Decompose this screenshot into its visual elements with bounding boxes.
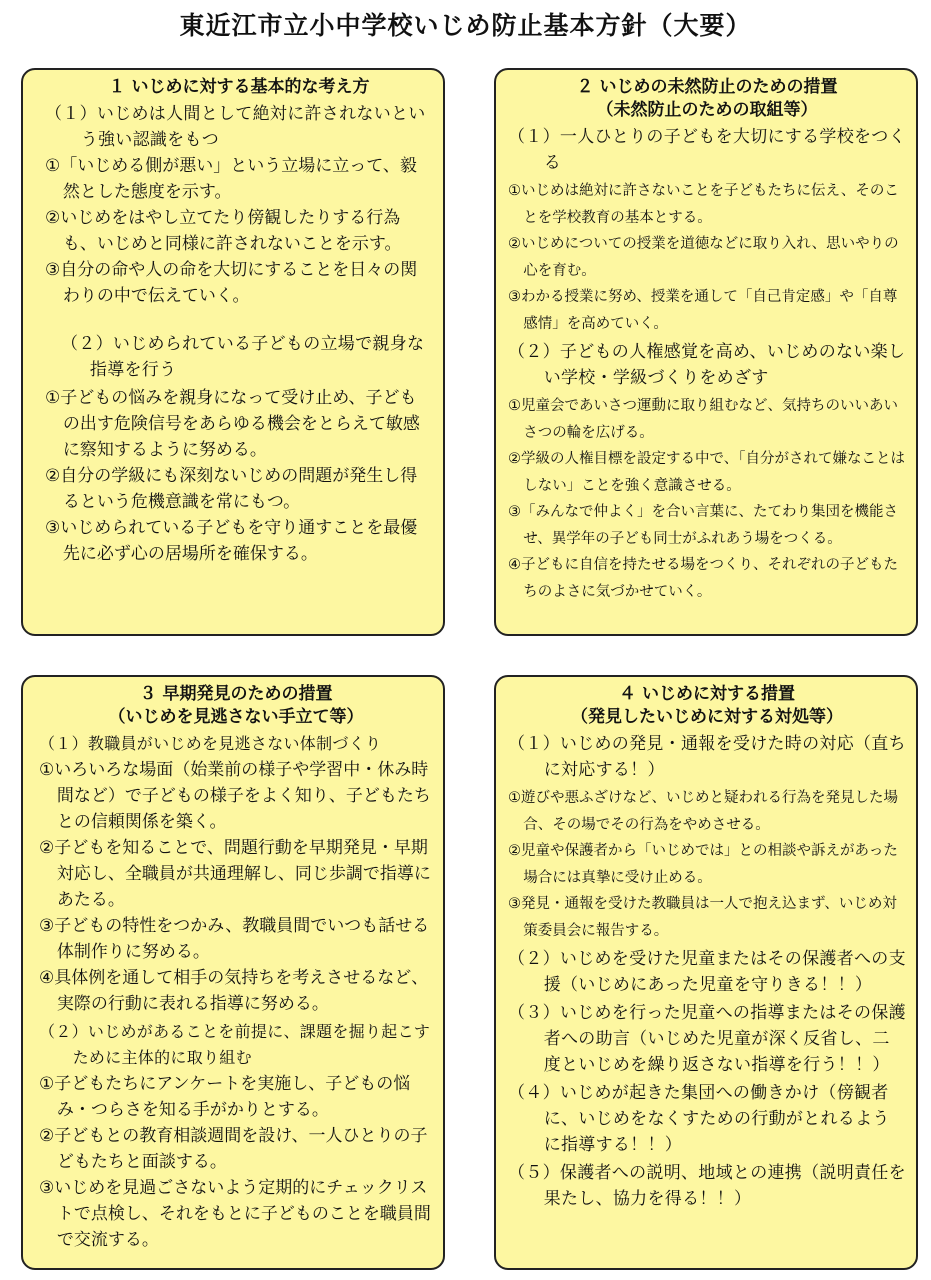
box-title-text: ２ いじめの未然防止のための措置 [576, 77, 838, 97]
list-item: ①児童会であいさつ運動に取り組むなど、気持ちのいいあいさつの輪を広げる。 [508, 398, 898, 441]
box-title [508, 683, 906, 729]
subsection-items [508, 785, 906, 944]
list-item: ②子どもとの教育相談週間を設け、一人ひとりの子どもたちと面談する。 [39, 1126, 428, 1172]
box-title-text: １ いじめに対する基本的な考え方 [108, 77, 370, 97]
list-item: ①いろいろな場面（始業前の様子や学習中・休み時間など）で子どもの様子をよく知り、子どもたちとの信頼関係を築く。 [39, 760, 431, 832]
subsection-items [45, 385, 433, 567]
subsection-heading: （５）保護者への説明、地域との連携（説明責任を果たし、協力を得る！！） [508, 1163, 906, 1209]
subsection [39, 1019, 433, 1253]
list-item: ②いじめをはやし立てたり傍観したりする行為も、いじめと同様に許されないことを示す。 [45, 208, 402, 254]
subsection-heading: （２）いじめられている子どもの立場で親身な指導を行う [61, 334, 425, 380]
list-item: ③いじめを見過ごさないよう定期的にチェックリストで点検し、それをもとに子どものことを職員間で交流する。 [39, 1178, 431, 1250]
subsection-heading: （１）一人ひとりの子どもを大切にする学校をつくる [508, 127, 906, 173]
subsection [508, 1000, 906, 1078]
list-item: ③発見・通報を受けた教職員は一人で抱え込まず、いじめ対策委員会に報告する。 [508, 896, 897, 939]
list-item: ②いじめについての授業を道徳などに取り入れ、思いやりの心を育む。 [508, 236, 899, 279]
list-item: ②児童や保護者から「いじめでは」との相談や訴えがあった場合には真摯に受け止める。 [508, 843, 898, 886]
box-subtitle-text: （発見したいじめに対する対処等） [571, 707, 843, 727]
subsection-heading: （３）いじめを行った児童への指導またはその保護者への助言（いじめた児童が深く反省し、二度といじめを繰り返さない指導を行う！！） [508, 1003, 906, 1075]
subsection [508, 731, 906, 783]
subsection [508, 1080, 906, 1158]
list-item: ①遊びや悪ふざけなど、いじめと疑われる行為を発見した場合、その場でその行為をやめさせる。 [508, 790, 898, 833]
subsection-heading: （４）いじめが起きた集団への働きかけ（傍観者に、いじめをなくすための行動がとれるように指導する！！） [508, 1083, 890, 1155]
list-item: ①「いじめる側が悪い」という立場に立って、毅然とした態度を示す。 [45, 156, 417, 202]
section-box-prevention [494, 68, 918, 636]
list-item: ③子どもの特性をつかみ、教職員間でいつも話せる体制作りに努める。 [39, 916, 430, 962]
subsection-heading: （１）教職員がいじめを見逃さない体制づくり [39, 734, 382, 753]
box-title [45, 76, 433, 99]
list-item: ①いじめは絶対に許さないことを子どもたちに伝え、そのことを学校教育の基本とする。 [508, 183, 899, 226]
list-item: ②学級の人権目標を設定する中で、「自分がされて嫌なことはしない」ことを強く意識させる。 [508, 451, 905, 494]
subsection [508, 946, 906, 998]
list-item: ④子どもに自信を持たせる場をつくり、それぞれの子どもたちのよさに気づかせていく。 [508, 557, 898, 600]
subsection [508, 1160, 906, 1212]
subsection [45, 101, 433, 309]
subsection [39, 731, 433, 1017]
section-box-early-detection [21, 675, 445, 1270]
list-item: ①子どもの悩みを親身になって受け止め、子どもの出す危険信号をあらゆる機会をとらえて敏感に察知するように努める。 [45, 388, 420, 460]
list-item: ④具体例を通して相手の気持ちを考えさせるなど、実際の行動に表れる指導に努める。 [39, 968, 429, 1014]
page-title: 東近江市立小中学校いじめ防止基本方針（大要） [179, 11, 752, 40]
subsection-items [508, 393, 906, 605]
subsection-heading: （２）いじめがあることを前提に、課題を掘り起こすために主体的に取り組む [39, 1022, 431, 1067]
subsection-heading: （２）いじめを受けた児童またはその保護者への支援（いじめにあった児童を守りきる！！） [508, 949, 906, 995]
list-item: ③自分の命や人の命を大切にすることを日々の関わりの中で伝えていく。 [45, 260, 418, 306]
box-subtitle-text: （いじめを見逃さない手立て等） [108, 707, 364, 727]
subsection [508, 339, 906, 391]
box-title-text: ４ いじめに対する措置 [619, 684, 795, 704]
list-item: ②子どもを知ることで、問題行動を早期発見・早期対応し、全職員が共通理解し、同じ歩調で指導にあたる。 [39, 838, 431, 910]
box-title-text: ３ 早期発見のための措置 [139, 684, 333, 704]
subsection-heading: （１）いじめの発見・通報を受けた時の対応（直ちに対応する！） [508, 734, 906, 780]
subsection-heading: （１）いじめは人間として絶対に許されないという強い認識をもつ [45, 104, 426, 150]
list-item: ③わかる授業に努め、授業を通して「自己肯定感」や「自尊感情」を高めていく。 [508, 289, 898, 332]
subsection [508, 124, 906, 176]
box-title [39, 683, 433, 729]
list-item: ②自分の学級にも深刻ないじめの問題が発生し得るという危機意識を常にもつ。 [45, 466, 418, 512]
subsection-heading: （２）子どもの人権感覚を高め、いじめのない楽しい学校・学級づくりをめざす [508, 342, 906, 388]
list-item: ③「みんなで仲よく」を合い言葉に、たてわり集団を機能させ、異学年の子ども同士がふれあう場をつくる。 [508, 504, 898, 547]
list-item: ①子どもたちにアンケートを実施し、子どもの悩み・つらさを知る手がかりとする。 [39, 1074, 411, 1120]
box-subtitle-text: （未然防止のための取組等） [596, 100, 818, 120]
section-box-response [494, 675, 918, 1270]
list-item: ③いじめられている子どもを守り通すことを最優先に必ず心の居場所を確保する。 [45, 518, 418, 564]
section-box-basic-approach [21, 68, 445, 636]
box-title [508, 76, 906, 122]
subsection [45, 331, 433, 383]
subsection-items [508, 178, 906, 337]
